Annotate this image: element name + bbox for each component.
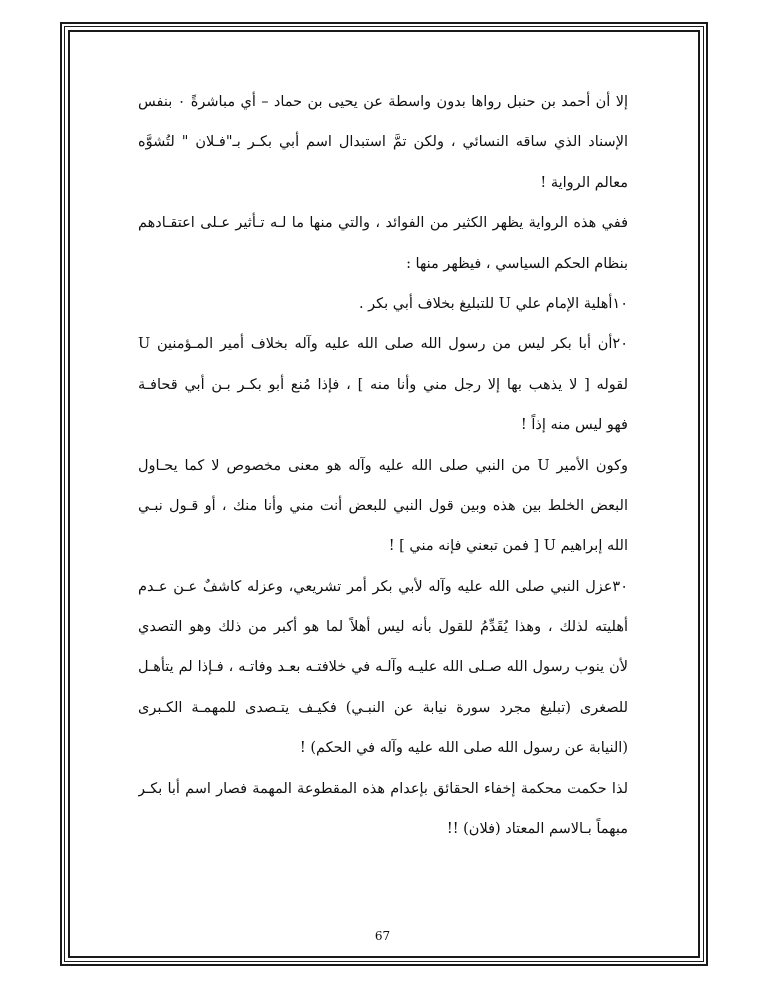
text-line: الله إبراهيم U [ فمن تبعني فإنه مني ] ! [388,538,628,555]
text-line: (النيابة عن رسول الله صلى الله عليه وآله في الحكم) ! [299,740,628,757]
text-line: ١٠أهلية الإمام علي U للتبليغ بخلاف أبي بكر . [358,295,628,312]
text-line: البعض الخلط بين هذه وبين قول النبي للبعض أنت مني وأنا منك ، أو قـول نبـي [138,497,628,514]
text-line: وكون الأمير U من النبي صلى الله عليه وآله هو معنى مخصوص لا كما يحـاول [138,457,628,474]
text-line: فهو ليس منه إذاً ! [520,417,628,434]
text-line: بنظام الحكم السياسي ، فيظهر منها : [406,255,628,272]
page-number: 67 [374,929,391,943]
text-line: الإسناد الذي ساقه النسائي ، ولكن تمَّ استبدال اسم أبي بكـر بـ"فـلان " لتُشوَّه [138,134,628,151]
text-line: لقوله [ لا يذهب بها إلا رجل مني وأنا منه ] ، فإذا مُنع أبو بكـر بـن أبي قحافـة [138,376,628,393]
text-line: للصغرى (تبليغ مجرد سورة نيابة عن النبـي) فكيـف يتـصدى للمهمـة الكـبرى [138,699,628,716]
body-text [138,82,628,849]
text-line: إلا أن أحمد بن حنبل رواها بدون واسطة عن يحيى بن حماد – أي مباشرةً ٠ بنفس [138,94,628,110]
text-line: معالم الرواية ! [540,174,628,191]
text-line: ٣٠عزل النبي صلى الله عليه وآله لأبي بكر أمر تشريعي، وعزله كاشفٌ عـن عـدم [138,578,628,595]
text-line: مبهماً بـالاسم المعتاد (فلان) !! [446,821,628,838]
text-line: ٢٠أن أبا بكر ليس من رسول الله صلى الله عليه وآله بخلاف أمير المـؤمنين U [138,336,628,353]
text-line: لذا حكمت محكمة إخفاء الحقائق بإعدام هذه المقطوعة المهمة فصار اسم أبا بكـر [138,780,628,797]
text-line: ففي هذه الرواية يظهر الكثير من الفوائد ، والتي منها ما لـه تـأثير عـلى اعتقـادهم [138,215,628,232]
text-line: أهليته لذلك ، وهذا يُقَدِّمُ للقول بأنه ليس أهلاً لما هو أكبر من ذلك وهو التصدي [138,619,628,636]
text-line: لأن ينوب رسول الله صـلى الله عليـه وآلـه في خلافتـه بعـد وفاتـه ، فـإذا لم يتأهـل [138,659,628,676]
